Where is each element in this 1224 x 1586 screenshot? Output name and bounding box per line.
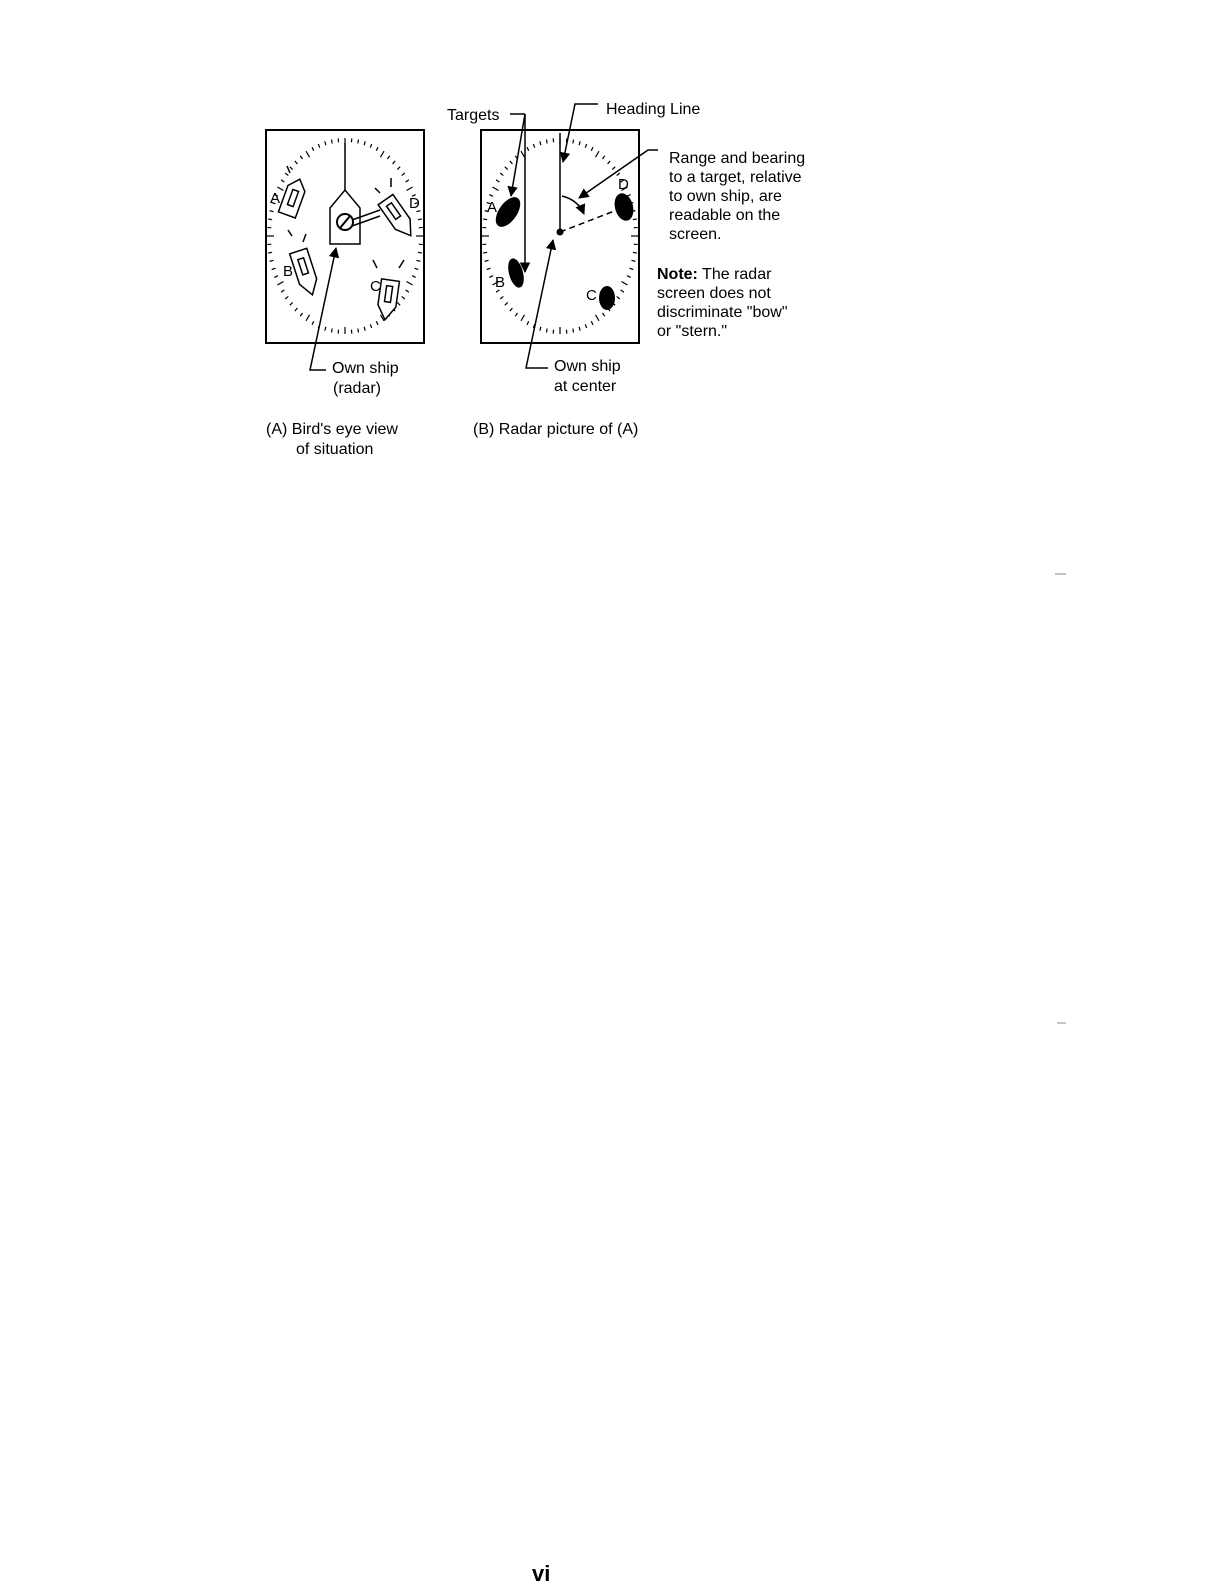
note-text-4: or "stern." [657, 323, 727, 340]
panel-a-letter-d: D [409, 195, 420, 212]
echo-c-icon [599, 286, 615, 310]
panel-a-bearing-tick [397, 302, 400, 305]
panel-a-bearing-tick [416, 260, 420, 261]
panel-b-letter-b: B [495, 274, 505, 291]
note-text-1 [657, 266, 772, 283]
panel-a-bearing-tick [274, 276, 278, 278]
panel-b-bearing-tick [527, 321, 529, 325]
panel-b-bearing-tick [492, 187, 498, 191]
panel-b-bearing-tick [596, 315, 600, 321]
radar-note [657, 266, 788, 340]
panel-b-bearing-tick [505, 302, 508, 305]
panel-a-bearing-tick [376, 321, 378, 325]
panel-a-bearing-tick [331, 329, 332, 333]
panel-b-bearing-tick [500, 173, 503, 176]
echo-b-icon [505, 257, 526, 290]
panel-b-bearing-tick [515, 313, 517, 316]
note-line-5: screen. [669, 226, 721, 243]
panel-a-bearing-tick [370, 144, 371, 148]
ship-b-icon [290, 248, 321, 297]
panel-a-own-ship-leader [310, 248, 336, 370]
panel-a-bearing-tick [406, 282, 412, 286]
panel-b-own-ship-leader [526, 240, 553, 368]
panel-a-bearing-tick [406, 180, 409, 182]
panel-a-bearing-tick [325, 327, 326, 331]
panel-a-bearing-tick [397, 167, 400, 170]
ship-a-icon [278, 176, 308, 218]
panel-b-own-ship-label: Own ship [554, 358, 621, 375]
panel-a-letter-c: C [370, 278, 381, 295]
panel-a-bearing-tick [281, 290, 284, 292]
panel-b-bearing-tick [585, 324, 586, 328]
panel-b-letter-c: C [586, 287, 597, 304]
panel-a-bearing-tick [381, 151, 385, 157]
panel-a-letter-a: A [270, 190, 280, 207]
panel-b-bearing-tick [496, 180, 499, 182]
panel-a-bearing-tick [318, 144, 319, 148]
bearing-arc [562, 196, 584, 214]
panel-b-bearing-tick [485, 260, 489, 261]
own-ship-icon [330, 190, 380, 244]
panel-b-bearing-tick [585, 144, 586, 148]
note-line-4: readable on the [669, 207, 780, 224]
panel-b-bearing-tick [591, 321, 593, 325]
panel-a-bearing-tick [418, 219, 422, 220]
panel-b-bearing-tick [621, 290, 624, 292]
panel-a-bearing-tick [415, 268, 419, 269]
panel-b-bearing-tick [579, 327, 580, 331]
panel-a-bearing-tick [290, 302, 293, 305]
panel-a-bearing-tick [300, 156, 302, 159]
note-text-3: discriminate "bow" [657, 304, 788, 321]
panel-a-bearing-tick [406, 187, 412, 191]
panel-b-letter-a: A [487, 199, 497, 216]
panel-b-bearing-tick [505, 167, 508, 170]
panel-b-letter-d: D [618, 176, 629, 193]
panel-a-bearing-tick [406, 290, 409, 292]
panel-a-bearing-tick [376, 147, 378, 151]
panel-b-bearing-tick [489, 195, 493, 197]
panel-b-bearing-tick [612, 167, 615, 170]
panel-b-bearing-tick [489, 276, 493, 278]
panel-b-bearing-tick [527, 147, 529, 151]
panel-a-bearing-tick [285, 173, 288, 176]
panel-a-bearing-tick [412, 276, 416, 278]
panel-b-bearing-tick [602, 313, 604, 316]
panel-a-bearing-tick [306, 315, 310, 321]
note-line-3: to own ship, are [669, 188, 782, 205]
panel-b-bearing-tick [621, 282, 627, 286]
panel-b-bearing-tick [546, 139, 547, 143]
panel-b-bearing-tick [633, 252, 637, 253]
panel-b-caption: (B) Radar picture of (A) [473, 421, 638, 438]
panel-b-bearing-tick [608, 161, 611, 164]
targets-label: Targets [447, 107, 499, 124]
panel-b-bearing-tick [483, 252, 487, 253]
panel-b-bearing-tick [500, 296, 503, 299]
note-text-1a: The radar [698, 266, 772, 283]
note-heading: Note: [657, 266, 698, 283]
panel-b-bearing-tick [631, 260, 635, 261]
panel-b-bearing-tick [533, 144, 534, 148]
note-line-1: Range and bearing [669, 150, 805, 167]
panel-b-bearing-tick [483, 219, 487, 220]
panel-a-bearing-tick [393, 161, 396, 164]
panel-a-bearing-tick [312, 147, 314, 151]
note-line-2: to a target, relative [669, 169, 802, 186]
panel-a-bearing-tick [402, 296, 405, 299]
note-text-2: screen does not [657, 285, 771, 302]
panel-a-bearing-tick [270, 260, 274, 261]
panel-a-bearing-tick [268, 252, 272, 253]
panel-a-caption: (A) Bird's eye view [266, 421, 398, 438]
heading-line-label: Heading Line [606, 101, 700, 118]
panel-b-bearing-tick [633, 219, 637, 220]
panel-a-own-ship-label-2: (radar) [333, 380, 381, 397]
panel-a-bearing-tick [325, 141, 326, 145]
panel-b-bearing-tick [630, 268, 634, 269]
panel-b-bearing-tick [573, 329, 574, 333]
panel-b-bearing-tick [521, 151, 525, 157]
panel-b-bearing-tick [540, 327, 541, 331]
panel-a-bearing-tick [306, 151, 310, 157]
panel-b-bearing-tick [579, 141, 580, 145]
panel-a-bearing-tick [277, 282, 283, 286]
panel-a-bearing-tick [295, 308, 298, 311]
panel-a-bearing-tick [295, 161, 298, 164]
panel-a [266, 130, 424, 458]
heading-line-leader [563, 104, 598, 162]
panel-b-bearing-tick [596, 151, 600, 157]
panel-b-bearing-tick [487, 268, 491, 269]
panel-a-bearing-tick [268, 219, 272, 220]
panel-a-bearing-tick [364, 141, 365, 145]
panel-a-bearing-tick [358, 329, 359, 333]
panel-b-own-ship-label-2: at center [554, 378, 617, 395]
panel-a-bearing-tick [370, 324, 371, 328]
panel-a-bearing-tick [281, 180, 284, 182]
panel-b-bearing-tick [546, 329, 547, 333]
panel-a-bearing-tick [418, 252, 422, 253]
panel-a-bearing-tick [290, 167, 293, 170]
panel-b-bearing-tick [510, 161, 513, 164]
echo-d-icon [612, 191, 637, 223]
panel-b [447, 101, 805, 438]
panel-a-bearing-tick [364, 327, 365, 331]
panel-a-bearing-tick [331, 139, 332, 143]
panel-a-bearing-tick [402, 173, 405, 176]
panel-a-bearing-tick [272, 268, 276, 269]
panel-a-bearing-tick [285, 296, 288, 299]
panel-a-bearing-tick [270, 211, 274, 212]
panel-b-bearing-tick [617, 296, 620, 299]
panel-b-bearing-tick [521, 315, 525, 321]
panel-b-bearing-tick [602, 156, 604, 159]
range-line [560, 210, 617, 232]
panel-b-bearing-tick [573, 139, 574, 143]
panel-a-bearing-tick [312, 321, 314, 325]
page-number: vi [532, 1563, 550, 1585]
panel-b-bearing-tick [540, 141, 541, 145]
panel-a-letter-b: B [283, 263, 293, 280]
panel-b-bearing-tick [627, 276, 631, 278]
panel-a-own-ship-label: Own ship [332, 360, 399, 377]
panel-b-bearing-tick [510, 308, 513, 311]
panel-b-bearing-tick [591, 147, 593, 151]
panel-a-bearing-tick [300, 313, 302, 316]
range-bearing-note [669, 150, 805, 243]
panel-a-caption-2: of situation [296, 441, 373, 458]
panel-a-bearing-tick [358, 139, 359, 143]
panel-a-bearing-tick [387, 156, 389, 159]
